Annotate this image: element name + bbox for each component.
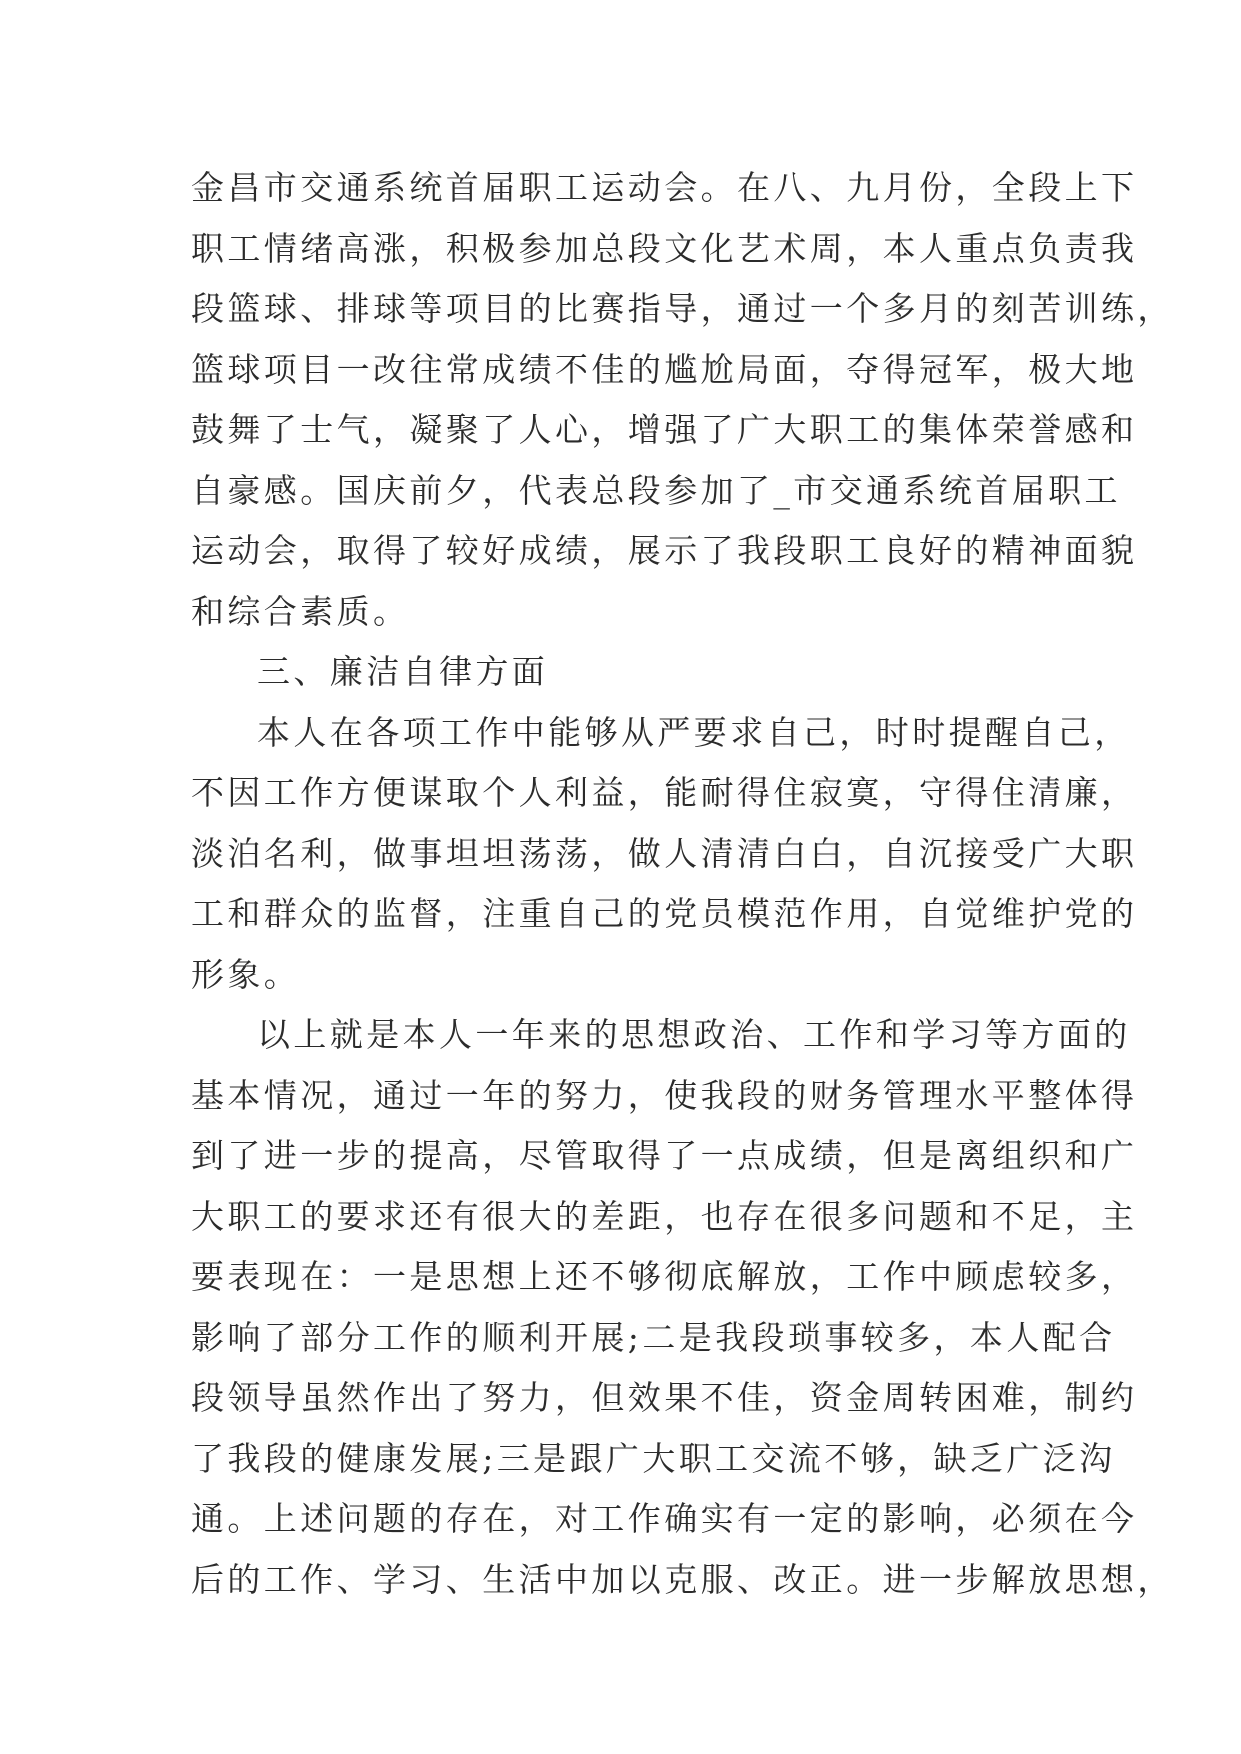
document-body	[191, 158, 1174, 1610]
text-line: 和综合素质。	[191, 591, 410, 631]
text-line: 了我段的健康发展;三是跟广大职工交流不够，缺乏广泛沟	[191, 1438, 1116, 1478]
text-line: 后的工作、学习、生活中加以克服、改正。进一步解放思想，	[191, 1559, 1174, 1599]
text-line: 鼓舞了士气，凝聚了人心，增强了广大职工的集体荣誉感和	[191, 410, 1138, 449]
text-line: 淡泊名利，做事坦坦荡荡，做人清清白白，自沉接受广大职	[191, 833, 1138, 873]
text-line: 到了进一步的提高，尽管取得了一点成绩，但是离组织和广	[191, 1136, 1138, 1175]
text-line: 要表现在：一是思想上还不够彻底解放，工作中顾虑较多，	[191, 1257, 1138, 1296]
text-line: 形象。	[191, 954, 301, 994]
text-line: 通。上述问题的存在，对工作确实有一定的影响，必须在今	[191, 1499, 1138, 1538]
text-line: 段领导虽然作出了努力，但效果不佳，资金周转困难，制约	[191, 1378, 1138, 1417]
text-line: 运动会，取得了较好成绩，展示了我段职工良好的精神面貌	[191, 531, 1138, 570]
text-line: 职工情绪高涨，积极参加总段文化艺术周，本人重点负责我	[191, 228, 1138, 268]
text-line: 以上就是本人一年来的思想政治、工作和学习等方面的	[257, 1015, 1131, 1054]
text-line: 段篮球、排球等项目的比赛指导，通过一个多月的刻苦训练，	[191, 289, 1174, 328]
text-line: 大职工的要求还有很大的差距，也存在很多问题和不足，主	[191, 1196, 1138, 1236]
text-line: 篮球项目一改往常成绩不佳的尴尬局面，夺得冠军，极大地	[191, 349, 1138, 389]
text-line: 工和群众的监督，注重自己的党员模范作用，自觉维护党的	[191, 894, 1138, 933]
text-line: 自豪感。国庆前夕，代表总段参加了_市交通系统首届职工	[191, 470, 1121, 510]
text-line: 基本情况，通过一年的努力，使我段的财务管理水平整体得	[191, 1075, 1138, 1115]
text-line: 本人在各项工作中能够从严要求自己，时时提醒自己，	[257, 712, 1131, 752]
text-line: 影响了部分工作的顺利开展;二是我段琐事较多，本人配合	[191, 1317, 1116, 1357]
text-line: 金昌市交通系统首届职工运动会。在八、九月份，全段上下	[191, 168, 1138, 207]
text-line: 不因工作方便谋取个人利益，能耐得住寂寞，守得住清廉，	[191, 773, 1138, 812]
section-heading: 三、廉洁自律方面	[257, 652, 549, 691]
